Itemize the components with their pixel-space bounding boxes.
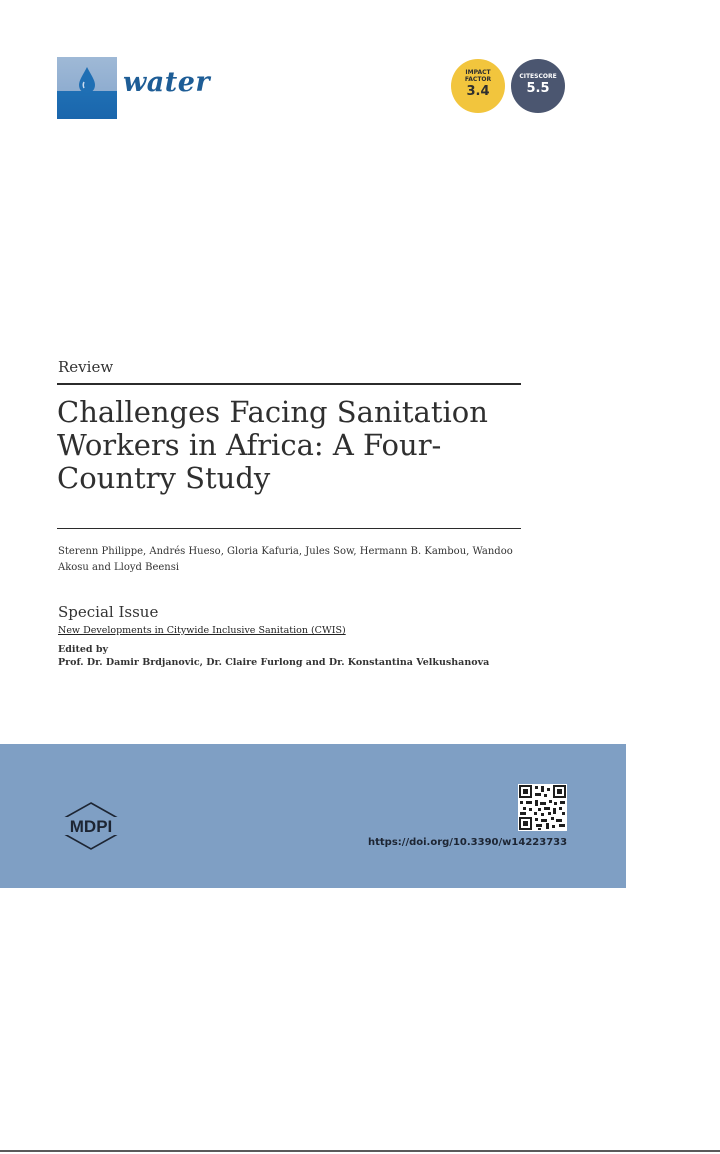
- editor-list: Prof. Dr. Damir Brdjanovic, Dr. Claire Furlong and Dr. Konstantina Velkushanova: [58, 657, 490, 668]
- citescore-label: CITESCORE: [519, 73, 557, 80]
- doi-link[interactable]: https://doi.org/10.3390/w14223733: [368, 837, 568, 848]
- citescore-value: 5.5: [526, 81, 550, 96]
- journal-name[interactable]: water: [123, 67, 211, 98]
- title-divider-bottom: [57, 528, 521, 529]
- qr-code-icon[interactable]: [518, 784, 567, 831]
- edited-by-label: Edited by: [58, 644, 109, 655]
- article-title: Challenges Facing Sanitation Workers in Africa: A Four-Country Study: [57, 395, 488, 495]
- mdpi-logo[interactable]: [55, 801, 127, 855]
- footer-band: [0, 744, 626, 888]
- special-issue-link[interactable]: New Developments in Citywide Inclusive Sanitation (CWIS): [58, 625, 346, 636]
- author-list: Sterenn Philippe, Andrés Hueso, Gloria Kafuria, Jules Sow, Hermann B. Kambou, Wandoo Akosu and Lloyd Beensi: [58, 546, 513, 573]
- citescore-badge[interactable]: [511, 59, 565, 113]
- article-type: Review: [58, 358, 114, 376]
- impact-factor-value: 3.4: [466, 84, 490, 99]
- page-bottom-border: [0, 1150, 720, 1152]
- impact-factor-label: IMPACT FACTOR: [464, 69, 492, 83]
- special-issue-heading: Special Issue: [58, 603, 159, 621]
- publisher-name: MDPI: [69, 817, 113, 836]
- water-drop-icon: [57, 57, 117, 119]
- impact-factor-badge[interactable]: [451, 59, 505, 113]
- title-divider-top: [57, 383, 521, 385]
